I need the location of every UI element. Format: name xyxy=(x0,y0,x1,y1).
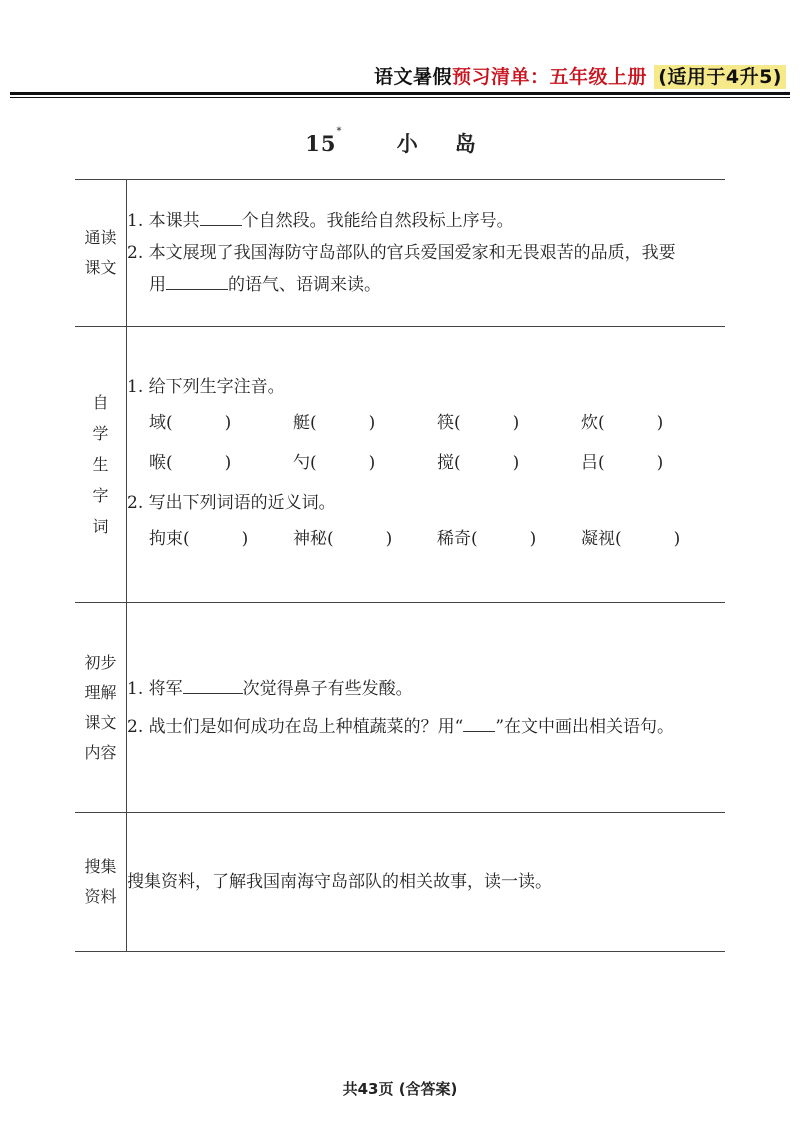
header-grade-tag: (适用于4升5) xyxy=(654,65,786,89)
section-content-chars xyxy=(127,327,726,603)
fill-blank[interactable] xyxy=(200,205,242,226)
read-item-1: 1. 本课共 个自然段。我能给自然段标上序号。 xyxy=(127,205,725,237)
page-footer: 共43页 (含答案) xyxy=(342,1080,458,1098)
pinyin-item[interactable]: 搅( ) xyxy=(437,452,520,473)
header-rule-thick xyxy=(10,92,790,95)
pinyin-item[interactable]: 艇( ) xyxy=(293,412,376,433)
fill-blank[interactable] xyxy=(166,269,228,290)
section-label-understand: 初步 理解 课文 内容 xyxy=(75,603,127,813)
pinyin-row-2 xyxy=(127,443,725,483)
section-content-collect xyxy=(127,813,726,952)
read-item-2: 2. 本文展现了我国海防守岛部队的官兵爱国爱家和无畏艰苦的品质，我要 xyxy=(127,243,676,263)
lesson-title xyxy=(0,128,800,158)
understand-item-1: 1. 将军 次觉得鼻子有些发酸。 xyxy=(127,673,725,705)
synonym-item[interactable]: 拘束( ) xyxy=(149,528,249,549)
header-rule-thin xyxy=(10,97,790,98)
synonym-item[interactable]: 凝视( ) xyxy=(581,528,681,549)
section-label-read: 通读 课文 xyxy=(75,180,127,327)
pinyin-item[interactable]: 吕( ) xyxy=(581,452,664,473)
read-item-2-cont: 用 的语气、语调来读。 xyxy=(127,269,725,301)
pinyin-row-1 xyxy=(127,403,725,443)
synonym-item[interactable]: 神秘( ) xyxy=(293,528,393,549)
lesson-number: 15* xyxy=(305,126,343,156)
fill-blank[interactable] xyxy=(463,711,495,732)
section-label-collect: 搜集 资料 xyxy=(75,813,127,952)
header-title-part2: 预习清单：五年级上册 xyxy=(452,66,648,88)
collect-text: 搜集资料，了解我国南海守岛部队的相关故事，读一读。 xyxy=(127,872,552,892)
chars-question-1: 1. 给下列生字注音。 xyxy=(127,376,285,397)
pinyin-item[interactable]: 炊( ) xyxy=(581,412,664,433)
pinyin-item[interactable]: 勺( ) xyxy=(293,452,376,473)
worksheet-table xyxy=(75,179,725,952)
pinyin-item[interactable]: 域( ) xyxy=(149,412,232,433)
section-chars xyxy=(75,327,725,603)
pinyin-item[interactable]: 喉( ) xyxy=(149,452,232,473)
understand-item-2: 2. 战士们是如何成功在岛上种植蔬菜的？用“ ”在文中画出相关语句。 xyxy=(127,711,725,743)
section-content-understand xyxy=(127,603,726,813)
fill-blank[interactable] xyxy=(183,673,243,694)
section-content-read xyxy=(127,180,726,327)
section-collect xyxy=(75,813,725,952)
section-understand xyxy=(75,603,725,813)
section-label-chars: 自 学 生 字 词 xyxy=(75,327,127,603)
document-header xyxy=(374,62,786,90)
header-title-part1: 语文暑假 xyxy=(374,66,453,88)
synonym-row xyxy=(127,519,725,559)
chars-question-2: 2. 写出下列词语的近义词。 xyxy=(127,492,336,513)
lesson-name: 小 岛 xyxy=(396,131,477,156)
pinyin-item[interactable]: 筷( ) xyxy=(437,412,520,433)
lesson-mark: * xyxy=(336,126,343,137)
synonym-item[interactable]: 稀奇( ) xyxy=(437,528,537,549)
section-read xyxy=(75,180,725,327)
